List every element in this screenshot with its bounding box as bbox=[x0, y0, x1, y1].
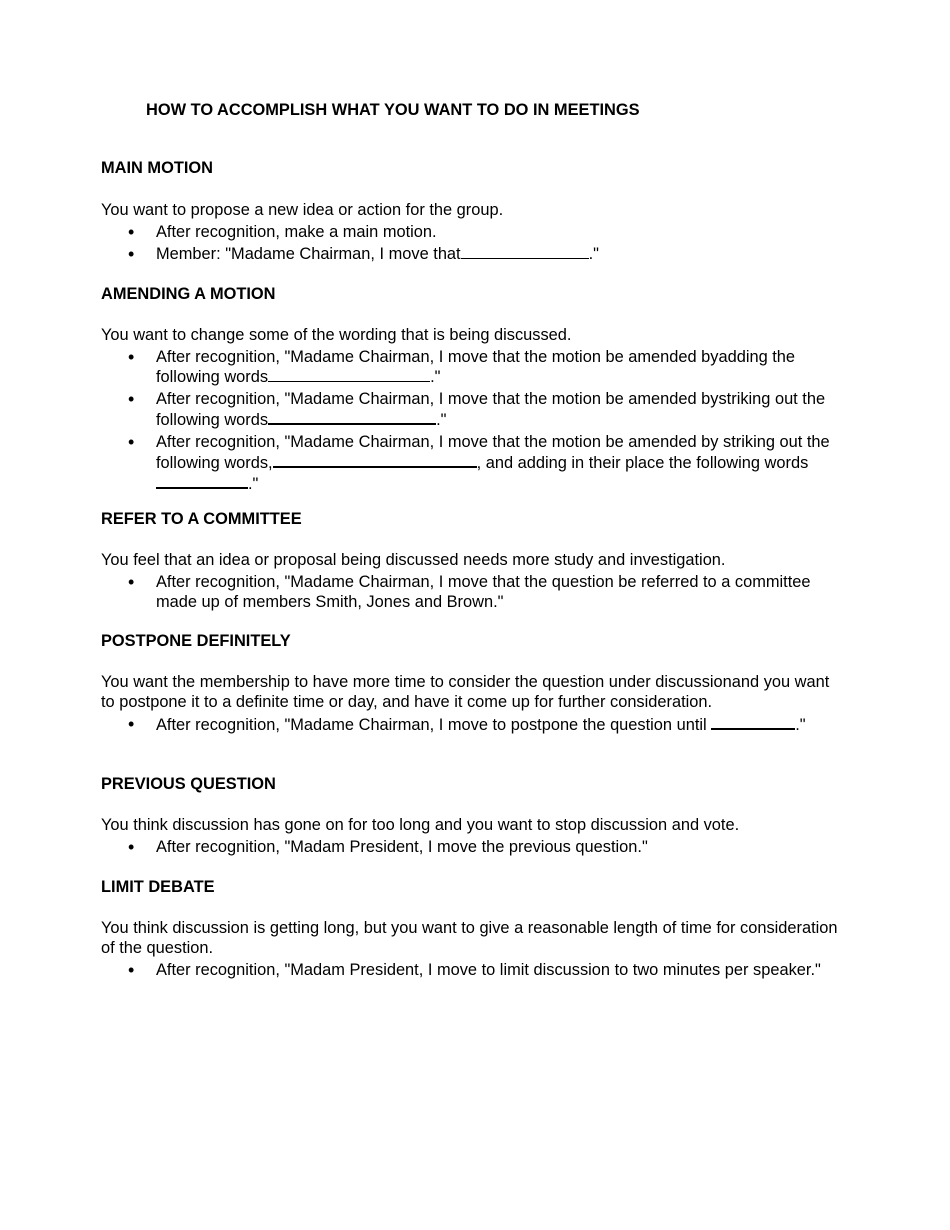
list-item bbox=[101, 432, 841, 494]
bullet-text: ." bbox=[588, 245, 599, 263]
fill-in-blank bbox=[268, 409, 436, 425]
bullet-text: ." bbox=[795, 716, 806, 734]
list-item bbox=[101, 222, 841, 242]
section-heading: AMENDING A MOTION bbox=[101, 285, 276, 303]
section-heading: LIMIT DEBATE bbox=[101, 878, 215, 896]
section-intro: You want the membership to have more time to consider the question under discussionand you want to postpone it to a definite time or day, and have it come up for further consideration. bbox=[101, 673, 830, 711]
fill-in-blank bbox=[461, 244, 589, 259]
bullet-text: ." bbox=[436, 411, 447, 429]
bullet-text: After recognition, "Madam President, I move the previous question." bbox=[156, 838, 648, 856]
list-item bbox=[101, 389, 841, 430]
bullet-text: After recognition, "Madame Chairman, I move that the motion be amended bystriking out the following words bbox=[156, 390, 826, 429]
fill-in-blank bbox=[273, 452, 477, 468]
list-item bbox=[101, 714, 841, 735]
bullet-text: After recognition, "Madame Chairman, I move that the motion be amended byadding the following words bbox=[156, 348, 796, 386]
section-intro: You think discussion is getting long, but you want to give a reasonable length of time for consideration of the question. bbox=[101, 919, 838, 957]
list-item bbox=[101, 572, 841, 612]
section-heading: PREVIOUS QUESTION bbox=[101, 775, 276, 793]
fill-in-blank bbox=[711, 714, 795, 730]
bullet-text: After recognition, make a main motion. bbox=[156, 223, 437, 241]
list-item bbox=[101, 960, 841, 980]
bullet-list bbox=[101, 837, 841, 857]
document-title: HOW TO ACCOMPLISH WHAT YOU WANT TO DO IN MEETINGS bbox=[146, 101, 640, 119]
section-postpone bbox=[101, 631, 841, 735]
section-heading: REFER TO A COMMITTEE bbox=[101, 510, 302, 528]
bullet-list bbox=[101, 222, 841, 264]
bullet-text: After recognition, "Madame Chairman, I move that the question be referred to a committee made up of members Smith, Jones and Brown." bbox=[156, 573, 811, 611]
bullet-list bbox=[101, 572, 841, 612]
list-item bbox=[101, 837, 841, 857]
section-previous-question bbox=[101, 774, 841, 857]
section-intro: You think discussion has gone on for too long and you want to stop discussion and vote. bbox=[101, 816, 740, 834]
bullet-text: After recognition, "Madame Chairman, I move that the motion be amended by striking out the following words, bbox=[156, 433, 830, 472]
bullet-text: ." bbox=[430, 368, 441, 386]
section-heading: MAIN MOTION bbox=[101, 159, 213, 177]
bullet-list bbox=[101, 960, 841, 980]
bullet-text: After recognition, "Madam President, I move to limit discussion to two minutes per speaker." bbox=[156, 961, 821, 979]
bullet-text: , and adding in their place the following words bbox=[476, 454, 809, 472]
fill-in-blank bbox=[268, 367, 430, 382]
bullet-list bbox=[101, 714, 841, 735]
list-item bbox=[101, 347, 841, 387]
bullet-text: ." bbox=[248, 475, 259, 493]
section-limit-debate bbox=[101, 877, 841, 980]
fill-in-blank bbox=[156, 473, 248, 489]
section-main-motion bbox=[101, 158, 841, 264]
section-heading: POSTPONE DEFINITELY bbox=[101, 632, 291, 650]
bullet-text: Member: "Madame Chairman, I move that bbox=[156, 245, 461, 263]
section-intro: You want to change some of the wording that is being discussed. bbox=[101, 326, 572, 344]
section-intro: You want to propose a new idea or action for the group. bbox=[101, 201, 504, 219]
section-amending bbox=[101, 284, 841, 494]
section-refer bbox=[101, 509, 841, 612]
bullet-text: After recognition, "Madame Chairman, I move to postpone the question until bbox=[156, 716, 707, 734]
bullet-list bbox=[101, 347, 841, 494]
section-intro: You feel that an idea or proposal being discussed needs more study and investigation. bbox=[101, 551, 726, 569]
list-item bbox=[101, 244, 841, 264]
